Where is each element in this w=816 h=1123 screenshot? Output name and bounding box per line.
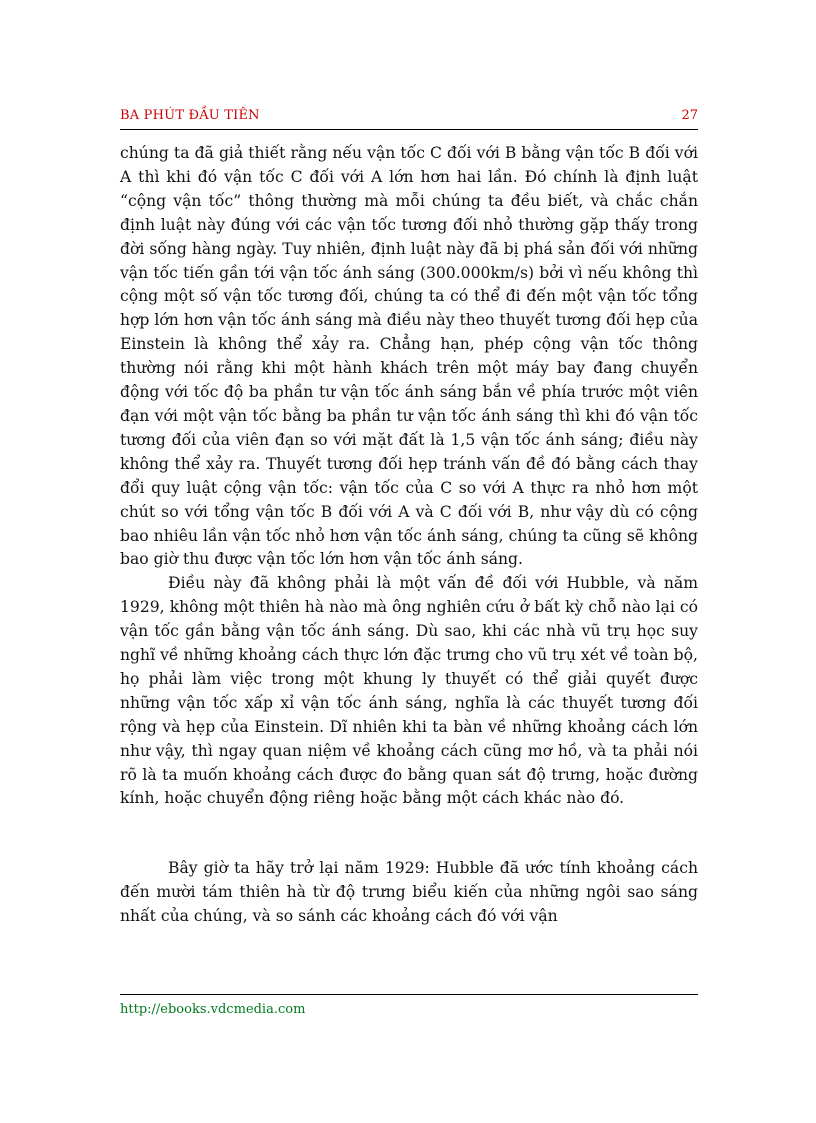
paragraph-2: Điều này đã không phải là một vấn đề đối với Hubble, và năm 1929, không một thiên hà nào mà ông nghiên cứu ở bất kỳ chỗ nào lại có vận tốc gần bằng vận tốc ánh sáng. Dù sao, khi các nhà vũ trụ học suy nghĩ về những khoảng cách thực lớn đặc trưng cho vũ trụ xét về toàn bộ, họ phải làm việc trong một khung ly thuyết có thể giải quyết được những vận tốc xấp xỉ vận tốc ánh sáng, nghĩa là các thuyết tương đối rộng và hẹp của Einstein. Dĩ nhiên khi ta bàn về những khoảng cách lớn như vậy, thì ngay quan niệm về khoảng cách cũng mơ hồ, và ta phải nói rõ là ta muốn khoảng cách được đo bằng quan sát độ trưng, hoặc đường kính, hoặc chuyển động riêng hoặc bằng một cách khác nào đó. bbox=[120, 574, 698, 808]
book-title: BA PHÚT ĐẦU TIÊN bbox=[120, 108, 260, 123]
footer-rule bbox=[120, 994, 698, 995]
running-header bbox=[120, 108, 698, 124]
body-text bbox=[120, 142, 698, 929]
paragraph-1: chúng ta đã giả thiết rằng nếu vận tốc C đối với B bằng vận tốc B đối với A thì khi đó vận tốc C đối với A lớn hơn hai lần. Đó chính là định luật “cộng vận tốc” thông thường mà mỗi chúng ta đều biết, và chắc chắn định luật này đúng với các vận tốc tương đối nhỏ thường gặp thấy trong đời sống hàng ngày. Tuy nhiên, định luật này đã bị phá sản đối với những vận tốc tiến gần tới vận tốc ánh sáng (300.000km/s) bởi vì nếu không thì cộng một số vận tốc tương đối, chúng ta có thể đi đến một vận tốc tổng hợp lớn hơn vận tốc ánh sáng mà điều này theo thuyết tương đối hẹp của Einstein là không thể xảy ra. Chẳng hạn, phép cộng vận tốc thông thường nói rằng khi một hành khách trên một máy bay đang chuyển động với tốc độ ba phần tư vận tốc ánh sáng bắn về phía trước một viên đạn với một vận tốc bằng ba phần tư vận tốc ánh sáng thì khi đó vận tốc tương đối của viên đạn so với mặt đất là 1,5 vận tốc ánh sáng; điều này không thể xảy ra. Thuyết tương đối hẹp tránh vấn đề đó bằng cách thay đổi quy luật cộng vận tốc: vận tốc của C so với A thực ra nhỏ hơn một chút so với tổng vận tốc B đối với A và C đối với B, như vậy dù có cộng bao nhiêu lần vận tốc nhỏ hơn vận tốc ánh sáng, chúng ta cũng sẽ không bao giờ thu được vận tốc lớn hơn vận tốc ánh sáng. bbox=[120, 144, 698, 569]
header-rule bbox=[120, 129, 698, 130]
paragraph-3: Bây giờ ta hãy trở lại năm 1929: Hubble đã ước tính khoảng cách đến mười tám thiên hà từ độ trưng biểu kiến của những ngôi sao sáng nhất của chúng, và so sánh các khoảng cách đó với vận bbox=[120, 859, 698, 926]
footer-url[interactable]: http://ebooks.vdcmedia.com bbox=[120, 1002, 306, 1017]
page-number: 27 bbox=[681, 108, 698, 123]
